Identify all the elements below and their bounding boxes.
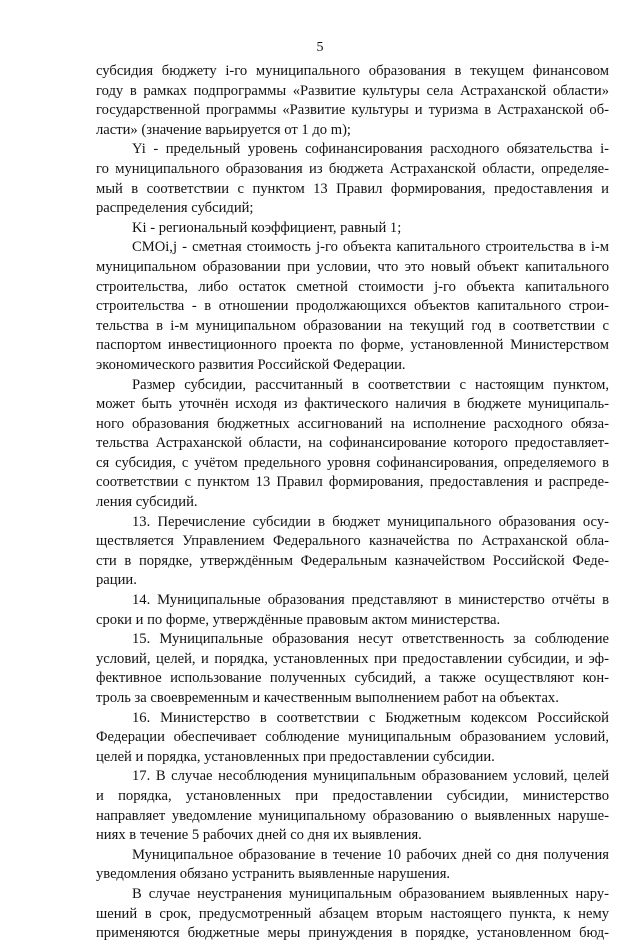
text-line: 16. Министерство в соответствии с Бюджетным кодексом Российской	[132, 709, 609, 726]
text-line: троль за своевременным и качественным выполнением работ на объектах.	[96, 690, 559, 706]
paragraph	[96, 591, 609, 630]
text-line: субсидия бюджету i-го муниципального образования в текущем финансовом	[96, 63, 609, 79]
paragraph	[96, 709, 609, 768]
paragraph	[96, 140, 609, 218]
text-line: ласти» (значение варьируется от 1 до m);	[96, 121, 351, 138]
text-line: Размер субсидии, рассчитанный в соответствии с настоящим пунктом,	[132, 376, 609, 393]
page-number: 5	[316, 40, 324, 55]
text-line: го муниципального образования из бюджета Астраханской области, определяе-	[96, 160, 609, 177]
text-line: строительства - в отношении продолжающихся объектов капитального строи-	[96, 298, 609, 315]
text-line: Yi - предельный уровень софинансирования расходного обязательства i-	[132, 141, 609, 158]
paragraph	[96, 62, 609, 140]
text-line: и порядка, установленных при предоставлении субсидии, министерство	[96, 787, 609, 804]
text-line: рации.	[96, 572, 137, 589]
text-line: ществляется Управлением Федерального казначейства по Астраханской обла-	[96, 533, 609, 550]
text-line: ниях в течение 5 рабочих дней со дня их выявления.	[96, 827, 422, 844]
text-line: СМОi,j - сметная стоимость j-го объекта капитального строительства в i-м	[132, 239, 609, 256]
text-line: экономического развития Российской Федерации.	[96, 356, 406, 373]
text-line: условий, целей, и порядка, установленных при предоставлении субсидии, и эф-	[96, 650, 609, 667]
text-line: муниципальном образовании при условии, что это новый объект капитального	[96, 258, 609, 275]
paragraph	[96, 885, 609, 944]
text-line: тельства Астраханской области, на софинансирование которого предоставляет-	[96, 435, 609, 452]
text-line: соответствии с пунктом 13 Правил формирования, предоставления и распреде-	[96, 474, 609, 491]
paragraph	[96, 513, 609, 591]
text-line: 13. Перечисление субсидии в бюджет муниципального образования осу-	[132, 513, 609, 530]
paragraph	[96, 630, 609, 708]
text-line: Ki - региональный коэффициент, равный 1;	[132, 219, 402, 236]
text-line: может быть уточнён исходя из фактического наличия в бюджете муниципаль-	[96, 396, 609, 413]
text-line: 17. В случае несоблюдения муниципальным образованием условий, целей	[132, 768, 609, 785]
text-line: направляет уведомление муниципальному образованию о выявленных наруше-	[96, 807, 609, 824]
document-body	[96, 62, 609, 944]
text-line: В случае неустранения муниципальным образованием выявленных нару-	[132, 885, 609, 902]
text-line: Федерации обеспечивает соблюдение муниципальным образованием условий,	[96, 729, 609, 746]
text-line: году в рамках подпрограммы «Развитие культуры села Астраханской области»	[96, 82, 609, 99]
paragraph	[96, 376, 609, 513]
text-line: паспортом инвестиционного проекта по форме, установленной Министерством	[96, 337, 609, 354]
paragraph	[96, 846, 609, 885]
text-line: ления субсидий.	[96, 494, 198, 511]
paragraph	[96, 767, 609, 845]
text-line: Муниципальное образование в течение 10 рабочих дней со дня получения	[132, 846, 609, 863]
text-line: сти в порядке, утверждённым Федеральным казначейством Российской Феде-	[96, 552, 609, 569]
text-line: 15. Муниципальные образования несут ответственность за соблюдение	[132, 631, 609, 648]
text-line: ного образования бюджетных ассигнований на исполнение расходного обяза-	[96, 415, 609, 432]
text-line: 14. Муниципальные образования представляют в министерство отчёты в	[132, 592, 609, 609]
text-line: сроки и по форме, утверждённые правовым актом министерства.	[96, 611, 501, 628]
text-line: мый в соответствии с пунктом 13 Правил формирования, предоставления и	[96, 180, 609, 197]
paragraph	[96, 219, 609, 239]
text-line: тельства в i-м муниципальном образовании на текущий год в соответствии с	[96, 317, 609, 334]
text-line: применяются бюджетные меры принуждения в порядке, установленном бюд-	[96, 925, 609, 942]
text-line: уведомления обязано устранить выявленные нарушения.	[96, 866, 451, 883]
text-line: целей и порядка, установленных при предоставлении субсидии.	[96, 748, 495, 765]
text-line: распределения субсидий;	[96, 200, 254, 217]
paragraph	[96, 238, 609, 375]
text-line: ся субсидия, с учётом предельного уровня софинансирования, определяемого в	[96, 454, 609, 471]
text-line: шений в срок, предусмотренный абзацем вторым настоящего пункта, к нему	[96, 905, 609, 922]
text-line: строительства, либо остаток сметной стоимости j-го объекта капитального	[96, 278, 609, 295]
text-line: государственной программы «Развитие культуры и туризма в Астраханской об-	[96, 102, 609, 119]
text-line: фективное использование полученных субсидий, а также осуществляют кон-	[96, 670, 609, 687]
